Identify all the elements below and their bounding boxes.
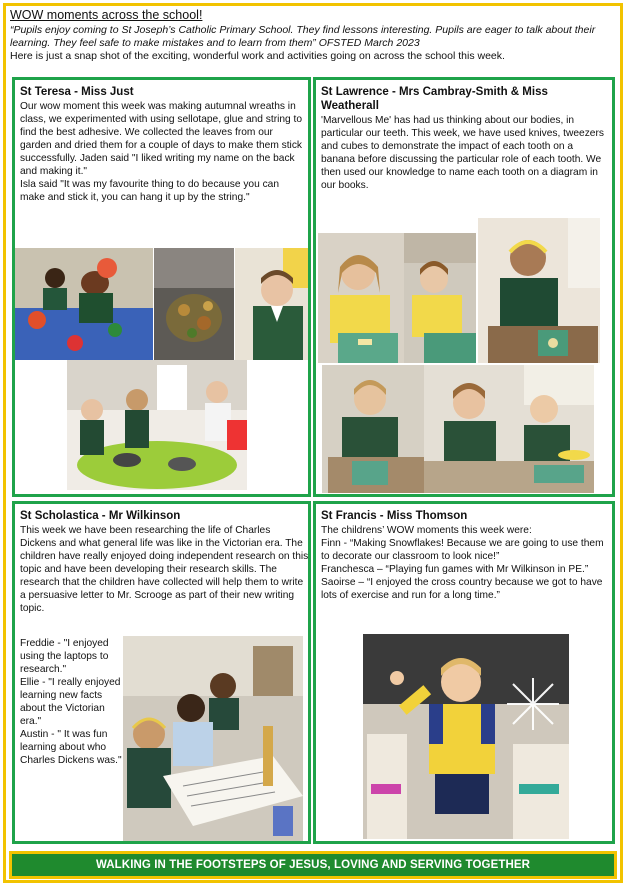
panel-body: This week we have been researching the life of Charles Dickens and what general life was like in the Victorian era. The children have really enjoyed doing independent research on this topic and have been developing their research skills. The research that the children have collected will help them to write a persuasive letter to Mr. Scrooge as part of their new writing topic.: [20, 525, 309, 614]
school-motto: WALKING IN THE FOOTSTEPS OF JESUS, LOVING AND SERVING TOGETHER: [12, 854, 614, 876]
ofsted-quote: “Pupils enjoy coming to St Joseph’s Catholic Primary School. They find lessons interesting. Pupils are eager to talk about their learning. They feel safe to make mistakes and to learn from them” OFSTED March 2023: [10, 24, 596, 49]
class-photo: [478, 218, 600, 363]
class-photo: [67, 360, 247, 490]
panel-st-francis: [313, 501, 615, 844]
page-title: WOW moments across the school!: [10, 8, 203, 22]
panel-st-teresa: [12, 77, 311, 497]
panel-title: St Lawrence - Mrs Cambray-Smith & Miss Weatherall: [321, 86, 548, 112]
class-photo: [235, 248, 308, 360]
panel-intro: The childrens’ WOW moments this week were:: [321, 525, 532, 536]
panel-title: St Teresa - Miss Just: [20, 86, 134, 98]
panel-title: St Scholastica - Mr Wilkinson: [20, 510, 181, 522]
panel-body: 'Marvellous Me' has had us thinking about our bodies, in particular our teeth. This week, we have used knives, tweezers and cubes to demonstrate the impact of each tooth on a banana before discussing the particular role of each tooth. We then used our knowledge to name each tooth on a diagram in our books.: [321, 115, 604, 191]
panel-quote: Isla said "It was my favourite thing to do because you can make and stick it, you can hang it up by the string.": [20, 179, 280, 203]
class-photo: [363, 634, 569, 839]
panel-st-lawrence: [313, 77, 615, 497]
pupil-quote: Saoirse – “I enjoyed the cross country because we got to have lots of exercise and run for a long time.”: [321, 577, 603, 601]
class-photo: [123, 636, 303, 841]
panel-st-scholastica: [12, 501, 311, 844]
pupil-quote: Franchesca – “Playing fun games with Mr Wilkinson in PE.”: [321, 564, 589, 575]
class-photo: [318, 233, 404, 363]
intro-text: Here is just a snap shot of the exciting, wonderful work and activities going on across the school this week.: [10, 50, 505, 62]
pupil-quotes: [20, 637, 122, 767]
panel-title: St Francis - Miss Thomson: [321, 510, 468, 522]
class-photo: [404, 233, 476, 363]
class-photo: [15, 248, 153, 360]
pupil-quote: Finn - “Making Snowflakes! Because we are going to use them to decorate our classroom to look nice!”: [321, 538, 604, 562]
panel-body: Our wow moment this week was making autumnal wreaths in class, we experimented with using sellotape, glue and string to find the best adhesive. We collected the leaves from our garden and dried them for a couple of days to make them stick successfully. Jaden said "I liked writing my name on the back and making it.": [20, 101, 303, 177]
class-photo: [322, 365, 424, 493]
header: [10, 8, 610, 63]
class-photo: [424, 365, 594, 493]
pupil-quote: Austin - " It was fun learning about who Charles Dickens was.": [20, 729, 122, 766]
class-photo: [154, 248, 234, 360]
footer-banner: [9, 851, 617, 879]
pupil-quote: Freddie - "I enjoyed using the laptops to research.": [20, 638, 109, 675]
pupil-quote: Ellie - "I really enjoyed learning new facts about the Victorian era.": [20, 677, 121, 727]
